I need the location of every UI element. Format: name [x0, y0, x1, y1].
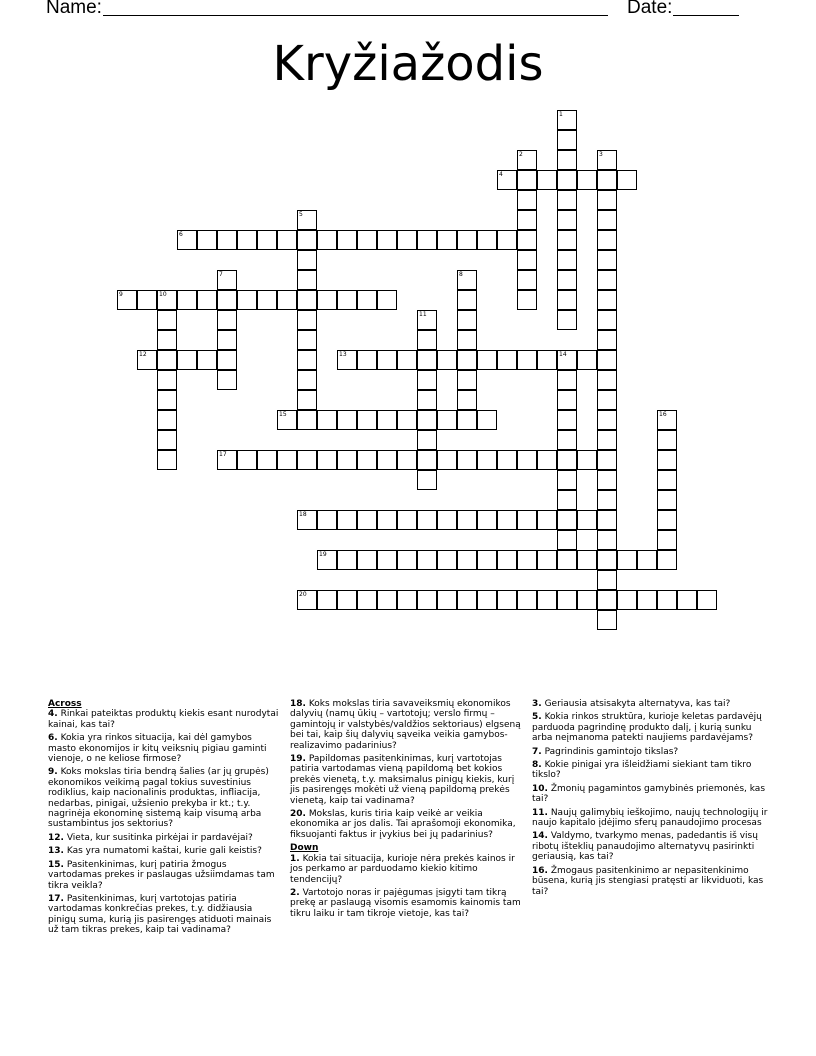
grid-cell[interactable] [597, 570, 617, 590]
grid-cell[interactable] [437, 590, 457, 610]
clues-column-3 [532, 699, 768, 900]
grid-cell[interactable] [557, 490, 577, 510]
grid-cell[interactable] [557, 370, 577, 390]
clue-number: 13 [339, 351, 347, 358]
grid-cell[interactable] [597, 250, 617, 270]
grid-cell[interactable] [297, 370, 317, 390]
clue-number: 9 [119, 291, 123, 298]
grid-cell[interactable] [577, 590, 597, 610]
grid-cell[interactable] [137, 290, 157, 310]
clues-column-1 [48, 699, 282, 939]
grid-cell[interactable] [457, 290, 477, 310]
grid-cell[interactable] [577, 510, 597, 530]
grid-cell[interactable] [657, 530, 677, 550]
grid-cell[interactable] [517, 350, 537, 370]
grid-cell[interactable] [437, 230, 457, 250]
clue-number: 19 [319, 551, 327, 558]
grid-cell[interactable] [157, 410, 177, 430]
grid-cell[interactable] [617, 590, 637, 610]
clue-number: 6 [179, 231, 183, 238]
grid-cell[interactable] [297, 250, 317, 270]
grid-cell[interactable] [417, 390, 437, 410]
grid-cell[interactable] [357, 590, 377, 610]
grid-cell[interactable] [437, 350, 457, 370]
grid-cell[interactable] [437, 450, 457, 470]
grid-cell[interactable] [217, 330, 237, 350]
grid-cell[interactable] [657, 450, 677, 470]
grid-cell[interactable] [517, 250, 537, 270]
grid-cell[interactable] [637, 590, 657, 610]
page-title: Kryžiažodis [272, 36, 544, 92]
clue-number: 8 [459, 271, 463, 278]
grid-cell[interactable] [417, 450, 437, 470]
grid-cell[interactable] [377, 550, 397, 570]
grid-cell[interactable] [517, 230, 537, 250]
grid-cell[interactable] [517, 270, 537, 290]
grid-cell[interactable] [537, 590, 557, 610]
grid-cell[interactable] [517, 170, 537, 190]
clue-across-15: 15. Pasitenkinimas, kurį patiria žmogus vartodamas prekes ir paslaugas užsiimdamas tam tikra veikla? [48, 859, 275, 891]
grid-cell[interactable] [217, 370, 237, 390]
grid-cell[interactable] [457, 350, 477, 370]
grid-cell[interactable] [557, 470, 577, 490]
grid-cell[interactable] [597, 590, 617, 610]
grid-cell[interactable] [497, 450, 517, 470]
grid-cell[interactable] [557, 550, 577, 570]
grid-cell[interactable] [297, 310, 317, 330]
grid-cell[interactable] [557, 450, 577, 470]
grid-cell[interactable] [237, 230, 257, 250]
grid-cell[interactable] [597, 610, 617, 630]
grid-cell[interactable] [457, 390, 477, 410]
grid-cell[interactable] [317, 410, 337, 430]
grid-cell[interactable] [657, 510, 677, 530]
clues-column-2 [290, 699, 522, 922]
grid-cell[interactable] [557, 290, 577, 310]
clue-across-12: 12. Vieta, kur susitinka pirkėjai ir pardavėjai? [48, 832, 253, 843]
grid-cell[interactable] [517, 550, 537, 570]
grid-cell[interactable] [517, 210, 537, 230]
grid-cell[interactable] [517, 510, 537, 530]
grid-cell[interactable] [377, 450, 397, 470]
grid-cell[interactable] [477, 510, 497, 530]
grid-cell[interactable] [597, 390, 617, 410]
clue-across-19: 19. Papildomas pasitenkinimas, kurį vartotojas patiria vartodamas vieną papildomą bet kokios prekės vienetą, t.y. maksimalus pinigų kiekis, kurį jis pasirengęs mokėti už vieną papildomą prekės vienetą, kaip tai vadinama? [290, 754, 515, 806]
clue-number: 14 [559, 351, 567, 358]
grid-cell[interactable] [337, 590, 357, 610]
grid-cell[interactable] [597, 470, 617, 490]
grid-cell[interactable] [297, 290, 317, 310]
clue-down-3: 3. Geriausia atsisakyta alternatyva, kas tai? [532, 699, 731, 709]
grid-cell[interactable] [557, 210, 577, 230]
grid-cell[interactable] [337, 450, 357, 470]
clue-across-9: 9. Koks mokslas tiria bendrą šalies (ar jų grupės) ekonomikos veikimą pagal tokius suvestinius rodiklius, kaip nacionalinis produktas, infliacija, nedarbas, pinigai, užsienio prekyba ir kt.; t.y. nagrinėja ekonominę sistemą kaip visumą arba sustambintus jos sektorius? [48, 767, 269, 830]
grid-cell[interactable] [517, 450, 537, 470]
grid-cell[interactable] [397, 590, 417, 610]
grid-cell[interactable] [317, 290, 337, 310]
grid-cell[interactable] [477, 450, 497, 470]
grid-cell[interactable] [537, 550, 557, 570]
grid-cell[interactable] [417, 550, 437, 570]
grid-cell[interactable] [657, 430, 677, 450]
grid-cell[interactable] [397, 450, 417, 470]
grid-cell[interactable] [237, 290, 257, 310]
grid-cell[interactable] [277, 450, 297, 470]
clue-down-11: 11. Naujų galimybių ieškojimo, naujų technologijų ir naujo kapitalo įdėjimo sferų panaudojimo procesas [532, 807, 768, 829]
grid-cell[interactable] [577, 350, 597, 370]
grid-cell[interactable] [157, 430, 177, 450]
grid-cell[interactable] [337, 550, 357, 570]
grid-cell[interactable] [217, 310, 237, 330]
grid-cell[interactable] [657, 470, 677, 490]
grid-cell[interactable] [597, 530, 617, 550]
grid-cell[interactable] [157, 330, 177, 350]
clue-number: 11 [419, 311, 427, 318]
clue-across-18: 18. Koks mokslas tiria savaveiksmių ekonomikos dalyvių (namų ūkių – vartotojų; verslo firmų – gamintojų ir valstybės/valdžios sektoriaus) elgseną bei tai, kaip šių dalyvių sąveika veikia gamybos-realizavimo padarinius? [290, 699, 521, 751]
clue-across-4: 4. Rinkai pateiktas produktų kiekis esant nurodytai kainai, kas tai? [48, 709, 279, 730]
grid-cell[interactable] [237, 450, 257, 470]
grid-cell[interactable] [457, 590, 477, 610]
grid-cell[interactable] [317, 590, 337, 610]
grid-cell[interactable] [157, 450, 177, 470]
grid-cell[interactable] [497, 590, 517, 610]
grid-cell[interactable] [557, 250, 577, 270]
grid-cell[interactable] [157, 350, 177, 370]
clue-number: 1 [559, 111, 563, 118]
grid-cell[interactable] [397, 510, 417, 530]
across-heading: Across [48, 699, 82, 709]
grid-cell[interactable] [457, 370, 477, 390]
grid-cell[interactable] [337, 510, 357, 530]
grid-cell[interactable] [697, 590, 717, 610]
grid-cell[interactable] [397, 230, 417, 250]
grid-cell[interactable] [277, 290, 297, 310]
clue-number: 7 [219, 271, 223, 278]
grid-cell[interactable] [557, 310, 577, 330]
grid-cell[interactable] [157, 310, 177, 330]
grid-cell[interactable] [597, 290, 617, 310]
grid-cell[interactable] [477, 550, 497, 570]
clue-number: 3 [599, 151, 603, 158]
grid-cell[interactable] [417, 470, 437, 490]
grid-cell[interactable] [597, 370, 617, 390]
grid-cell[interactable] [377, 590, 397, 610]
grid-cell[interactable] [517, 590, 537, 610]
clue-number: 17 [219, 451, 227, 458]
grid-cell[interactable] [417, 230, 437, 250]
grid-cell[interactable] [257, 230, 277, 250]
clue-number: 18 [299, 511, 307, 518]
grid-cell[interactable] [437, 410, 457, 430]
clue-number: 10 [159, 291, 167, 298]
grid-cell[interactable] [337, 290, 357, 310]
grid-cell[interactable] [637, 550, 657, 570]
grid-cell[interactable] [597, 430, 617, 450]
grid-cell[interactable] [597, 190, 617, 210]
grid-cell[interactable] [437, 550, 457, 570]
grid-cell[interactable] [457, 230, 477, 250]
clue-down-5: 5. Kokia rinkos struktūra, kurioje keletas pardavėjų parduoda pagrindinę produkto dalį, į kurią sunku arba neįmanoma patekti naujiems pardavėjams? [532, 712, 762, 744]
grid-cell[interactable] [357, 350, 377, 370]
clue-number: 20 [299, 591, 307, 598]
grid-cell[interactable] [537, 510, 557, 530]
grid-cell[interactable] [397, 350, 417, 370]
grid-cell[interactable] [297, 230, 317, 250]
grid-cell[interactable] [457, 510, 477, 530]
grid-cell[interactable] [357, 510, 377, 530]
grid-cell[interactable] [597, 270, 617, 290]
clue-number: 2 [519, 151, 523, 158]
grid-cell[interactable] [597, 170, 617, 190]
grid-cell[interactable] [557, 170, 577, 190]
grid-cell[interactable] [417, 430, 437, 450]
grid-cell[interactable] [537, 450, 557, 470]
grid-cell[interactable] [617, 550, 637, 570]
name-label: Name: [46, 0, 102, 18]
grid-cell[interactable] [597, 330, 617, 350]
grid-cell[interactable] [657, 590, 677, 610]
grid-cell[interactable] [457, 330, 477, 350]
grid-cell[interactable] [197, 230, 217, 250]
clue-down-16: 16. Žmogaus pasitenkinimo ar nepasitenkinimo būsena, kurią jis stengiasi pratęsti ar likviduoti, kas tai? [532, 865, 764, 897]
down-heading: Down [290, 843, 319, 854]
grid-cell[interactable] [357, 230, 377, 250]
clue-down-8: 8. Kokie pinigai yra išleidžiami siekiant tam tikro tikslo? [532, 760, 752, 781]
clue-across-13: 13. Kas yra numatomi kaštai, kurie gali keistis? [48, 846, 262, 857]
grid-cell[interactable] [317, 510, 337, 530]
grid-cell[interactable] [597, 310, 617, 330]
grid-cell[interactable] [157, 370, 177, 390]
grid-cell[interactable] [557, 270, 577, 290]
grid-cell[interactable] [477, 410, 497, 430]
grid-cell[interactable] [417, 590, 437, 610]
grid-cell[interactable] [377, 510, 397, 530]
grid-cell[interactable] [317, 230, 337, 250]
grid-cell[interactable] [477, 350, 497, 370]
grid-cell[interactable] [217, 230, 237, 250]
clue-down-2: 2. Vartotojo noras ir pajėgumas įsigyti tam tikrą prekę ar paslaugą visomis esamomis kainomis tam tikru laiku ir tam tikroje vietoje, kas tai? [290, 887, 521, 919]
grid-cell[interactable] [217, 290, 237, 310]
grid-cell[interactable] [517, 290, 537, 310]
grid-cell[interactable] [297, 450, 317, 470]
grid-cell[interactable] [297, 350, 317, 370]
grid-cell[interactable] [597, 550, 617, 570]
grid-cell[interactable] [297, 330, 317, 350]
grid-cell[interactable] [297, 390, 317, 410]
grid-cell[interactable] [557, 390, 577, 410]
grid-cell[interactable] [557, 150, 577, 170]
grid-cell[interactable] [557, 230, 577, 250]
grid-cell[interactable] [497, 550, 517, 570]
clue-number: 4 [499, 171, 503, 178]
clue-number: 15 [279, 411, 287, 418]
grid-cell[interactable] [557, 510, 577, 530]
grid-cell[interactable] [557, 130, 577, 150]
grid-cell[interactable] [277, 230, 297, 250]
grid-cell[interactable] [577, 170, 597, 190]
grid-cell[interactable] [397, 550, 417, 570]
grid-cell[interactable] [377, 350, 397, 370]
grid-cell[interactable] [377, 410, 397, 430]
grid-cell[interactable] [217, 350, 237, 370]
grid-cell[interactable] [597, 210, 617, 230]
grid-cell[interactable] [577, 550, 597, 570]
grid-cell[interactable] [497, 350, 517, 370]
grid-cell[interactable] [557, 190, 577, 210]
clue-down-7: 7. Pagrindinis gamintojo tikslas? [532, 746, 679, 757]
grid-cell[interactable] [677, 590, 697, 610]
clue-down-14: 14. Valdymo, tvarkymo menas, padedantis iš visų ribotų išteklių panaudojimo alternatyvų pasirinkti geriausią, kas tai? [532, 831, 758, 863]
grid-cell[interactable] [557, 430, 577, 450]
grid-cell[interactable] [597, 490, 617, 510]
grid-cell[interactable] [177, 290, 197, 310]
grid-cell[interactable] [357, 290, 377, 310]
clue-number: 5 [299, 211, 303, 218]
grid-cell[interactable] [417, 410, 437, 430]
grid-cell[interactable] [297, 410, 317, 430]
grid-cell[interactable] [257, 290, 277, 310]
grid-cell[interactable] [497, 510, 517, 530]
clue-across-20: 20. Mokslas, kuris tiria kaip veikė ar veikia ekonomika ar jos dalis. Tai aprašomoji ekonomika, fiksuojanti faktus ir įvykius bei jų padarinius? [290, 809, 516, 840]
grid-cell[interactable] [537, 350, 557, 370]
grid-cell[interactable] [597, 450, 617, 470]
grid-cell[interactable] [457, 550, 477, 570]
grid-cell[interactable] [357, 450, 377, 470]
clue-down-10: 10. Žmonių pagamintos gamybinės priemonės, kas tai? [532, 783, 766, 805]
grid-cell[interactable] [597, 510, 617, 530]
clue-down-1: 1. Kokia tai situacija, kurioje nėra prekės kainos ir jos perkamo ar parduodamo kiekio kitimo tendencijų? [290, 853, 515, 885]
clue-across-17: 17. Pasitenkinimas, kurį vartotojas patiria vartodamas konkrečias prekes, t.y. didžiausia pinigų suma, kurią jis pasirengęs atiduoti mainais už tam tikras prekes, kaip tai vadinama? [48, 893, 272, 936]
grid-cell[interactable] [477, 590, 497, 610]
grid-cell[interactable] [457, 450, 477, 470]
grid-cell[interactable] [657, 490, 677, 510]
grid-cell[interactable] [457, 410, 477, 430]
grid-cell[interactable] [197, 350, 217, 370]
grid-cell[interactable] [417, 350, 437, 370]
grid-cell[interactable] [377, 290, 397, 310]
grid-cell[interactable] [197, 290, 217, 310]
grid-cell[interactable] [377, 230, 397, 250]
grid-cell[interactable] [477, 230, 497, 250]
grid-cell[interactable] [417, 330, 437, 350]
clue-number: 16 [659, 411, 667, 418]
clue-across-6: 6. Kokia yra rinkos situacija, kai dėl gamybos masto ekonomijos ir kitų veiksnių pigiau gaminti vienoje, o ne keliose firmose? [48, 733, 267, 765]
grid-cell[interactable] [497, 230, 517, 250]
grid-cell[interactable] [357, 410, 377, 430]
grid-cell[interactable] [337, 410, 357, 430]
grid-cell[interactable] [417, 510, 437, 530]
grid-cell[interactable] [257, 450, 277, 470]
grid-cell[interactable] [357, 550, 377, 570]
grid-cell[interactable] [597, 230, 617, 250]
grid-cell[interactable] [317, 450, 337, 470]
grid-cell[interactable] [297, 270, 317, 290]
grid-cell[interactable] [517, 190, 537, 210]
grid-cell[interactable] [457, 310, 477, 330]
grid-cell[interactable] [657, 550, 677, 570]
grid-cell[interactable] [557, 590, 577, 610]
grid-cell[interactable] [417, 370, 437, 390]
grid-cell[interactable] [437, 510, 457, 530]
grid-cell[interactable] [157, 390, 177, 410]
clue-number: 12 [139, 351, 147, 358]
grid-cell[interactable] [537, 170, 557, 190]
grid-cell[interactable] [397, 410, 417, 430]
grid-cell[interactable] [597, 350, 617, 370]
grid-cell[interactable] [617, 170, 637, 190]
grid-cell[interactable] [337, 230, 357, 250]
grid-cell[interactable] [597, 410, 617, 430]
grid-cell[interactable] [557, 410, 577, 430]
grid-cell[interactable] [557, 530, 577, 550]
date-label: Date: [627, 0, 673, 18]
grid-cell[interactable] [577, 450, 597, 470]
grid-cell[interactable] [177, 350, 197, 370]
